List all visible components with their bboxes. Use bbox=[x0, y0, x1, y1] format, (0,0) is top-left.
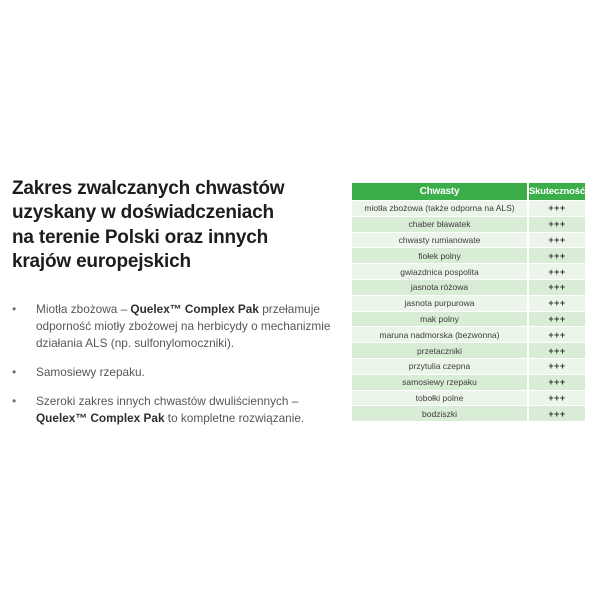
table-row bbox=[352, 233, 585, 248]
efficacy-cell: +++ bbox=[529, 233, 585, 248]
efficacy-cell: +++ bbox=[529, 312, 585, 327]
bullet-item bbox=[12, 364, 344, 381]
table-row bbox=[352, 280, 585, 295]
weed-name-cell: przytulia czepna bbox=[352, 359, 527, 374]
table-row bbox=[352, 217, 585, 232]
bullet-text: Szeroki zakres innych chwastów dwuliściennych – Quelex™ Complex Pak to kompletne rozwiązanie. bbox=[36, 394, 305, 425]
weed-name-cell: mak polny bbox=[352, 312, 527, 327]
weed-name-cell: chaber bławatek bbox=[352, 217, 527, 232]
table-header-row bbox=[352, 183, 585, 200]
weed-name-cell: przetaczniki bbox=[352, 343, 527, 358]
page-title bbox=[12, 177, 347, 274]
weed-name-cell: samosiewy rzepaku bbox=[352, 375, 527, 390]
table-body bbox=[352, 201, 585, 421]
table-row bbox=[352, 201, 585, 216]
table-row bbox=[352, 375, 585, 390]
bullet-item bbox=[12, 301, 344, 352]
table-row bbox=[352, 343, 585, 358]
bullet-marker: • bbox=[12, 365, 17, 379]
page-title-line: na terenie Polski oraz innych bbox=[12, 226, 269, 248]
table-header-efficacy: Skuteczność bbox=[529, 183, 585, 200]
efficacy-cell: +++ bbox=[529, 391, 585, 406]
efficacy-cell: +++ bbox=[529, 280, 585, 295]
bullet-text: Samosiewy rzepaku. bbox=[36, 365, 145, 379]
bullet-item bbox=[12, 393, 344, 427]
table-row bbox=[352, 312, 585, 327]
efficacy-cell: +++ bbox=[529, 343, 585, 358]
efficacy-cell: +++ bbox=[529, 201, 585, 216]
weed-name-cell: jasnota purpurowa bbox=[352, 296, 527, 311]
table-row bbox=[352, 248, 585, 263]
bullet-text: Miotła zbożowa – Quelex™ Complex Pak przełamuje odporność miotły zbożowej na herbicydy o mechanizmie działania ALS (np. sulfonylomoczniki). bbox=[36, 302, 331, 350]
efficacy-cell: +++ bbox=[529, 327, 585, 342]
weed-name-cell: gwiazdnica pospolita bbox=[352, 264, 527, 279]
efficacy-cell: +++ bbox=[529, 248, 585, 263]
bullet-list bbox=[12, 301, 344, 439]
table-row bbox=[352, 406, 585, 421]
table-header-weeds: Chwasty bbox=[352, 183, 527, 200]
table-row bbox=[352, 264, 585, 279]
table-row bbox=[352, 296, 585, 311]
weed-name-cell: jasnota różowa bbox=[352, 280, 527, 295]
weed-name-cell: tobołki polne bbox=[352, 391, 527, 406]
efficacy-cell: +++ bbox=[529, 359, 585, 374]
bullet-marker: • bbox=[12, 394, 17, 408]
table-row bbox=[352, 327, 585, 342]
weed-name-cell: fiołek polny bbox=[352, 248, 527, 263]
efficacy-cell: +++ bbox=[529, 217, 585, 232]
page-title-line: uzyskany w doświadczeniach bbox=[12, 202, 274, 224]
bullet-marker: • bbox=[12, 302, 17, 316]
page-title-line: Zakres zwalczanych chwastów bbox=[12, 178, 285, 199]
weed-name-cell: miotła zbożowa (także odporna na ALS) bbox=[352, 201, 527, 216]
weed-name-cell: chwasty rumianowate bbox=[352, 233, 527, 248]
weed-name-cell: bodziszki bbox=[352, 406, 527, 421]
weed-efficacy-table bbox=[352, 183, 585, 422]
efficacy-cell: +++ bbox=[529, 375, 585, 390]
efficacy-cell: +++ bbox=[529, 406, 585, 421]
table-row bbox=[352, 391, 585, 406]
page-title-line: krajów europejskich bbox=[12, 250, 191, 272]
weed-name-cell: maruna nadmorska (bezwonna) bbox=[352, 327, 527, 342]
efficacy-cell: +++ bbox=[529, 264, 585, 279]
efficacy-cell: +++ bbox=[529, 296, 585, 311]
table-row bbox=[352, 359, 585, 374]
